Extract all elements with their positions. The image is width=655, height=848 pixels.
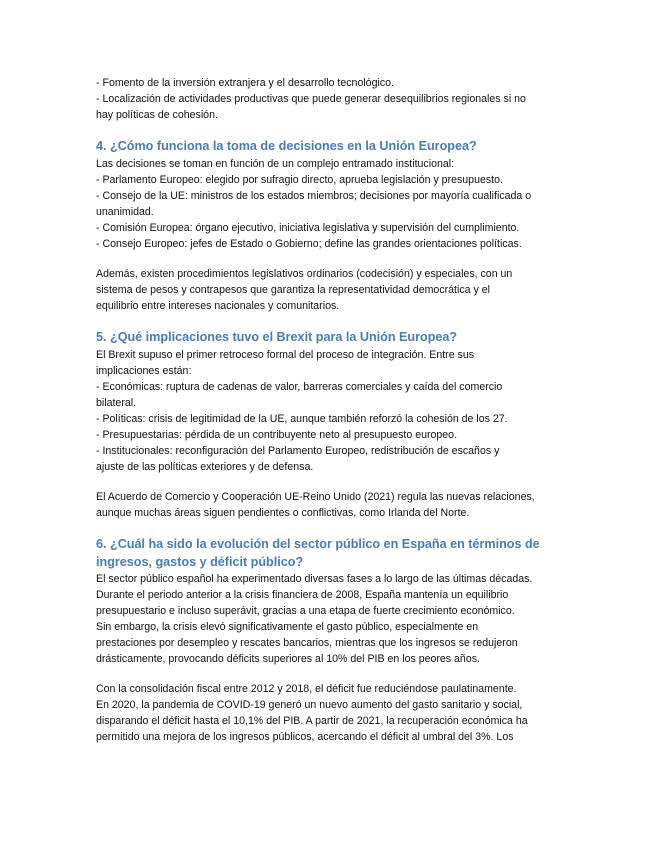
text-line: El Brexit supuso el primer retroceso formal del proceso de integración. Entre sus [96,349,475,361]
list-item: bilateral. [96,397,137,409]
paragraph-line: sistema de pesos y contrapesos que garantiza la representatividad democrática y el [96,284,490,296]
text-line: Las decisiones se toman en función de un complejo entramado institucional: [96,158,455,170]
text-line: prestaciones por desempleo y rescates bancarios, mientras que los ingresos se redujeron [96,637,518,649]
section-5-heading: 5. ¿Qué implicaciones tuvo el Brexit para la Unión Europea? [96,330,458,344]
list-item: - Fomento de la inversión extranjera y el desarrollo tecnológico. [96,77,394,89]
text-line: drásticamente, provocando déficits superiores al 10% del PIB en los peores años. [96,653,480,665]
section-6-heading-line: 6. ¿Cuál ha sido la evolución del sector público en España en términos de [96,537,540,551]
list-item: unanimidad. [96,206,154,218]
list-item: - Localización de actividades productivas que puede generar desequilibrios regionales si no [96,93,526,105]
paragraph-line: disparando el déficit hasta el 10,1% del PIB. A partir de 2021, la recuperación económica ha [96,715,528,727]
list-item: - Consejo Europeo: jefes de Estado o Gobierno; define las grandes orientaciones políticas. [96,238,522,250]
section-4-body [96,156,563,314]
text-line: El sector público español ha experimentado diversas fases a lo largo de las últimas décadas. [96,573,533,585]
text-line: presupuestario e incluso superávit, gracias a una etapa de fuerte crecimiento económico. [96,605,515,617]
text-line: Durante el periodo anterior a la crisis financiera de 2008, España mantenía un equilibrio [96,589,509,601]
paragraph-line: permitido una mejora de los ingresos públicos, acercando el déficit al umbral del 3%. Los [96,731,514,743]
list-item: - Parlamento Europeo: elegido por sufragio directo, aprueba legislación y presupuesto. [96,174,503,186]
list-item: - Políticas: crisis de legitimidad de la UE, aunque también reforzó la cohesión de los 27. [96,413,508,425]
list-item: - Consejo de la UE: ministros de los estados miembros; decisiones por mayoría cualificada o [96,190,532,202]
section-6-heading [96,535,563,571]
section-6-heading-line: ingresos, gastos y déficit público? [96,555,304,569]
paragraph-line: Con la consolidación fiscal entre 2012 y 2018, el déficit fue reduciéndose paulatinamente. [96,683,517,695]
top-list [96,75,563,123]
paragraph-line: aunque muchas áreas siguen pendientes o conflictivas, como Irlanda del Norte. [96,507,470,519]
text-line: implicaciones están: [96,365,192,377]
section-4-heading: 4. ¿Cómo funciona la toma de decisiones en la Unión Europea? [96,139,477,153]
list-item: - Presupuestarias: pérdida de un contribuyente neto al presupuesto europeo. [96,429,458,441]
section-6-body [96,571,563,745]
list-item: - Económicas: ruptura de cadenas de valor, barreras comerciales y caída del comercio [96,381,503,393]
list-item: - Institucionales: reconfiguración del Parlamento Europeo, redistribución de escaños y [96,445,500,457]
section-5-body [96,347,563,521]
paragraph-line: El Acuerdo de Comercio y Cooperación UE-Reino Unido (2021) regula las nuevas relaciones, [96,491,535,503]
list-item: - Comisión Europea: órgano ejecutivo, iniciativa legislativa y supervisión del cumplimiento. [96,222,520,234]
text-line: Sin embargo, la crisis elevó significativamente el gasto público, especialmente en [96,621,479,633]
list-item: hay políticas de cohesión. [96,109,218,121]
list-item: ajuste de las políticas exteriores y de defensa. [96,461,314,473]
paragraph-line: En 2020, la pandemia de COVID-19 generó un nuevo aumento del gasto sanitario y social, [96,699,523,711]
paragraph-line: Además, existen procedimientos legislativos ordinarios (codecisión) y especiales, con un [96,268,513,280]
paragraph-line: equilibrio entre intereses nacionales y comunitarios. [96,300,340,312]
